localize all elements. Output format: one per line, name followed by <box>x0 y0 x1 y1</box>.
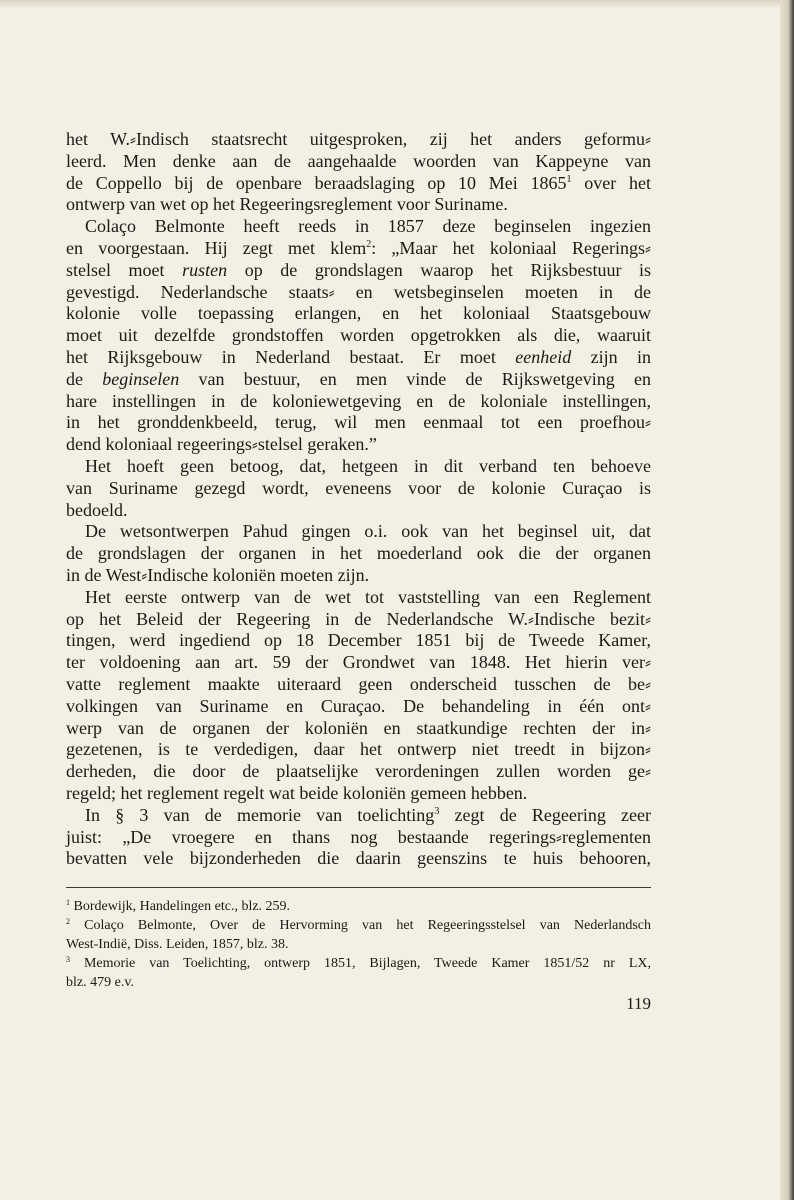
text-line: de beginselen van bestuur, en men vinde de Rijkswetgeving en <box>66 368 652 389</box>
footnotes <box>66 897 651 992</box>
text-line: Het hoeft geen betoog, dat, hetgeen in dit verband ten behoeve <box>85 455 651 476</box>
text-line: de Coppello bij de openbare beraadslaging op 10 Mei 1865$^1$ over het <box>66 172 651 193</box>
text-line: stelsel moet rusten op de grondslagen waarop het Rijksbestuur is <box>66 259 652 280</box>
text-line: Colaço Belmonte heeft reeds in 1857 deze beginselen ingezien <box>85 216 651 237</box>
text-line: hare instellingen in de koloniewetgeving en de koloniale instellingen, <box>66 390 651 411</box>
text-line: kolonie volle toepassing erlangen, en het koloniaal Staatsgebouw <box>66 303 651 324</box>
footnote-ref-2: 2 <box>366 238 372 250</box>
text-line: op het Beleid der Regeering in de Nederlandsche W.⸗Indische bezit⸗ <box>66 608 651 629</box>
footnote-3: $^3$ Memorie van Toelichting, ontwerp 1851, Bijlagen, Tweede Kamer 1851/52 nr LX, <box>66 955 651 971</box>
text-line: vatte reglement maakte uiteraard geen onderscheid tusschen de be⸗ <box>66 673 651 694</box>
text-line: regeld; het reglement regelt wat beide koloniën gemeen hebben. <box>66 782 528 803</box>
text-line: leerd. Men denke aan de aangehaalde woorden van Kappeyne van <box>66 150 651 171</box>
text-line: ter voldoening aan art. 59 der Grondwet van 1848. Het hierin ver⸗ <box>66 652 651 673</box>
italic-word: rusten <box>182 259 228 280</box>
footnote-2-cont: West-Indië, Diss. Leiden, 1857, blz. 38. <box>66 937 289 952</box>
text-line: volkingen van Suriname en Curaçao. De behandeling in één ont⸗ <box>66 695 651 716</box>
text-line: in de West⸗Indische koloniën moeten zijn. <box>66 564 370 585</box>
page-number: 119 <box>626 994 651 1013</box>
text-line: het Rijksgebouw in Nederland bestaat. Er moet eenheid zijn in <box>66 346 652 367</box>
text-line: juist: „De vroegere en thans nog bestaande regerings⸗reglementen <box>66 826 651 847</box>
text-line: in het gronddenkbeeld, terug, wil men eenmaal tot een proefhou⸗ <box>66 412 651 433</box>
footnote-2: $^2$ Colaço Belmonte, Over de Hervorming van het Regeeringsstelsel van Nederlandsch <box>66 917 652 933</box>
text-line: ontwerp van wet op het Regeeringsreglement voor Suriname. <box>66 194 508 215</box>
text-line: Het eerste ontwerp van de wet tot vaststelling van een Reglement <box>85 586 651 607</box>
text-line: In § 3 van de memorie van toelichting$^3$ zegt de Regeering zeer <box>85 804 652 825</box>
text-line: en voorgestaan. Hij zegt met klem$^2$: „Maar het koloniaal Regerings⸗ <box>66 237 651 258</box>
text-line: gevestigd. Nederlandsche staats⸗ en wetsbeginselen moeten in de <box>66 281 651 302</box>
text-line: bevatten vele bijzonderheden die daarin geenszins te huis behooren, <box>66 848 651 869</box>
footnote-3-cont: blz. 479 e.v. <box>66 975 134 990</box>
page-binding-shadow <box>780 0 794 1200</box>
text-line: bedoeld. <box>66 499 128 520</box>
italic-word: eenheid <box>515 346 572 367</box>
text-line: De wetsontwerpen Pahud gingen o.i. ook van het beginsel uit, dat <box>85 521 651 542</box>
page-top-edge <box>0 0 794 8</box>
footnote-1: $^1$ Bordewijk, Handelingen etc., blz. 259. <box>66 898 291 914</box>
footnote-ref-3: 3 <box>434 805 440 817</box>
text-line: de grondslagen der organen in het moederland ook die der organen <box>66 543 651 564</box>
text-line: van Suriname gezegd wordt, eveneens voor de kolonie Curaçao is <box>66 477 651 498</box>
text-line: gezetenen, is te verdedigen, daar het ontwerp niet treedt in bijzon⸗ <box>66 739 651 760</box>
italic-word: beginselen <box>102 368 180 389</box>
text-line: moet uit dezelfde grondstoffen worden opgetrokken als die, waaruit <box>66 325 651 346</box>
text-line: het W.⸗Indisch staatsrecht uitgesproken, zij het anders geformu⸗ <box>66 129 651 149</box>
text-line: tingen, werd ingediend op 18 December 1851 bij de Tweede Kamer, <box>66 630 651 651</box>
body-text <box>66 129 651 870</box>
text-line: dend koloniaal regeerings⸗stelsel geraken.” <box>66 434 377 455</box>
footnote-divider <box>66 887 651 888</box>
text-line: werp van de organen der koloniën en staatkundige rechten der in⸗ <box>66 717 651 738</box>
footnote-ref-1: 1 <box>566 173 572 185</box>
text-line: derheden, die door de plaatselijke verordeningen zullen worden ge⸗ <box>66 761 651 782</box>
